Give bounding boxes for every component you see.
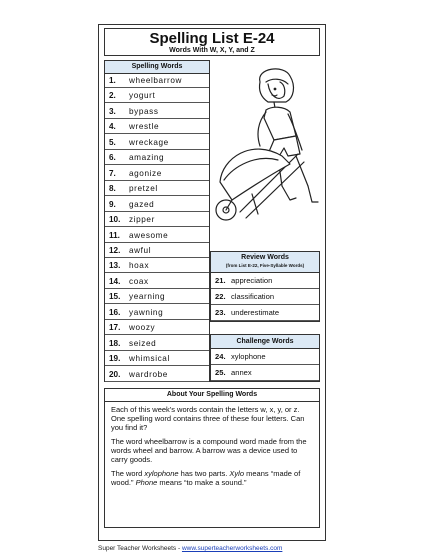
spelling-word-row: [105, 274, 209, 289]
challenge-word-number: 25.: [215, 368, 226, 377]
spelling-word-word: wreckage: [129, 137, 169, 147]
spelling-word-number: 13.: [109, 261, 121, 271]
spelling-word-row: [105, 166, 209, 181]
spelling-word-word: zipper: [129, 215, 155, 225]
spelling-word-word: yawning: [129, 307, 164, 317]
about-p3-italic-phone: Phone: [135, 478, 158, 487]
review-words-header: [211, 252, 319, 273]
review-word-word: appreciation: [231, 276, 273, 285]
about-paragraph-2: The word wheelbarrow is a compound word made from the words wheel and barrow. A barrow was a device used to carry goods.: [111, 437, 307, 464]
spelling-word-word: seized: [129, 338, 157, 348]
spelling-word-number: 10.: [109, 215, 121, 225]
spelling-word-row: [105, 305, 209, 320]
spelling-word-number: 18.: [109, 338, 121, 348]
spelling-word-number: 19.: [109, 354, 121, 364]
spelling-word-number: 16.: [109, 307, 121, 317]
spelling-word-word: wardrobe: [129, 369, 168, 379]
review-words-subtitle: (from List E-22, Five-Syllable Words): [225, 263, 305, 268]
spelling-word-number: 1.: [109, 76, 116, 85]
spelling-word-word: amazing: [129, 153, 165, 163]
spelling-word-row: [105, 135, 209, 150]
about-p3-italic-xylo: Xylo: [229, 469, 245, 478]
about-p3-italic-xylophone: xylophone: [144, 469, 179, 478]
spelling-word-row: [105, 336, 209, 351]
spelling-word-number: 8.: [109, 184, 116, 194]
spelling-word-word: gazed: [129, 199, 155, 209]
spelling-word-number: 6.: [109, 153, 116, 163]
spelling-word-word: pretzel: [129, 184, 158, 194]
spelling-word-number: 7.: [109, 168, 116, 178]
footer: [98, 545, 282, 552]
review-word-number: 21.: [215, 276, 226, 285]
spelling-word-row: [105, 289, 209, 304]
spelling-word-word: yearning: [129, 292, 166, 302]
page-title: Spelling List E-24: [149, 30, 275, 47]
spelling-word-row: [105, 88, 209, 103]
review-words-box: [210, 251, 320, 322]
spelling-word-number: 5.: [109, 137, 116, 147]
footer-link[interactable]: www.superteacherworksheets.com: [181, 545, 283, 552]
spelling-word-word: agonize: [129, 168, 162, 178]
review-word-number: 22.: [215, 292, 226, 301]
about-p3-mid-2: means “made of wood.”: [111, 469, 301, 487]
review-word-word: classification: [231, 292, 275, 301]
spelling-word-number: 3.: [109, 106, 116, 116]
challenge-word-word: xylophone: [231, 352, 266, 361]
spelling-word-number: 14.: [109, 276, 121, 286]
spelling-word-number: 4.: [109, 122, 116, 132]
spelling-word-row: [105, 367, 209, 382]
challenge-word-row: [211, 365, 319, 381]
spelling-word-word: wheelbarrow: [129, 76, 183, 85]
spelling-words-header: Spelling Words: [105, 61, 209, 74]
spelling-words-box: [104, 60, 210, 382]
spelling-word-row: [105, 73, 209, 88]
about-words-header: About Your Spelling Words: [105, 389, 319, 402]
about-p3-mid-1: has two parts.: [178, 469, 230, 478]
review-word-row: [211, 305, 319, 321]
review-word-number: 23.: [215, 308, 226, 317]
spelling-word-number: 9.: [109, 199, 116, 209]
challenge-word-word: annex: [231, 368, 252, 377]
review-word-row: [211, 289, 319, 305]
spelling-word-row: [105, 320, 209, 335]
about-p3-start: The word: [111, 469, 145, 478]
spelling-word-word: woozy: [129, 323, 156, 333]
spelling-word-word: hoax: [129, 261, 150, 271]
about-paragraph-1: Each of this week's words contain the letters w, x, y, or z. One spelling word contains three of these four letters. Can you find it?: [111, 405, 305, 432]
spelling-word-row: [105, 104, 209, 119]
spelling-word-row: [105, 228, 209, 243]
spelling-word-number: 11.: [109, 230, 120, 240]
spelling-word-word: yogurt: [129, 91, 156, 101]
spelling-word-row: [105, 197, 209, 212]
spelling-word-row: [105, 119, 209, 134]
spelling-word-row: [105, 351, 209, 366]
spelling-word-number: 17.: [109, 323, 121, 333]
challenge-word-row: [211, 349, 319, 365]
about-words-body: [105, 402, 319, 487]
challenge-words-box: [210, 334, 320, 382]
review-word-row: [211, 273, 319, 289]
spelling-word-word: awesome: [129, 230, 169, 240]
spelling-word-number: 15.: [109, 292, 121, 302]
review-word-word: underestimate: [231, 308, 280, 317]
spelling-word-row: [105, 258, 209, 273]
spelling-word-number: 12.: [109, 245, 121, 255]
about-p3-end: means “to make a sound.”: [157, 478, 247, 487]
spelling-word-word: wrestle: [129, 122, 160, 132]
spelling-word-row: [105, 212, 209, 227]
challenge-word-number: 24.: [215, 352, 226, 361]
spelling-word-row: [105, 150, 209, 165]
spelling-word-row: [105, 243, 209, 258]
about-paragraph-3: [111, 469, 313, 487]
spelling-word-word: bypass: [129, 106, 159, 116]
spelling-word-word: awful: [129, 245, 152, 255]
page-subtitle: Words With W, X, Y, and Z: [169, 47, 255, 54]
spelling-word-number: 2.: [109, 91, 116, 101]
spelling-word-word: whimsical: [129, 354, 170, 364]
review-words-title: Review Words: [241, 254, 289, 261]
spelling-word-word: coax: [129, 276, 149, 286]
title-box: [104, 28, 320, 56]
girl-wheelbarrow-illustration: [212, 62, 320, 248]
challenge-words-header: Challenge Words: [211, 335, 319, 349]
spelling-word-number: 20.: [109, 369, 121, 379]
about-words-box: [104, 388, 320, 528]
spelling-word-row: [105, 181, 209, 196]
footer-text: Super Teacher Worksheets -: [98, 545, 182, 552]
